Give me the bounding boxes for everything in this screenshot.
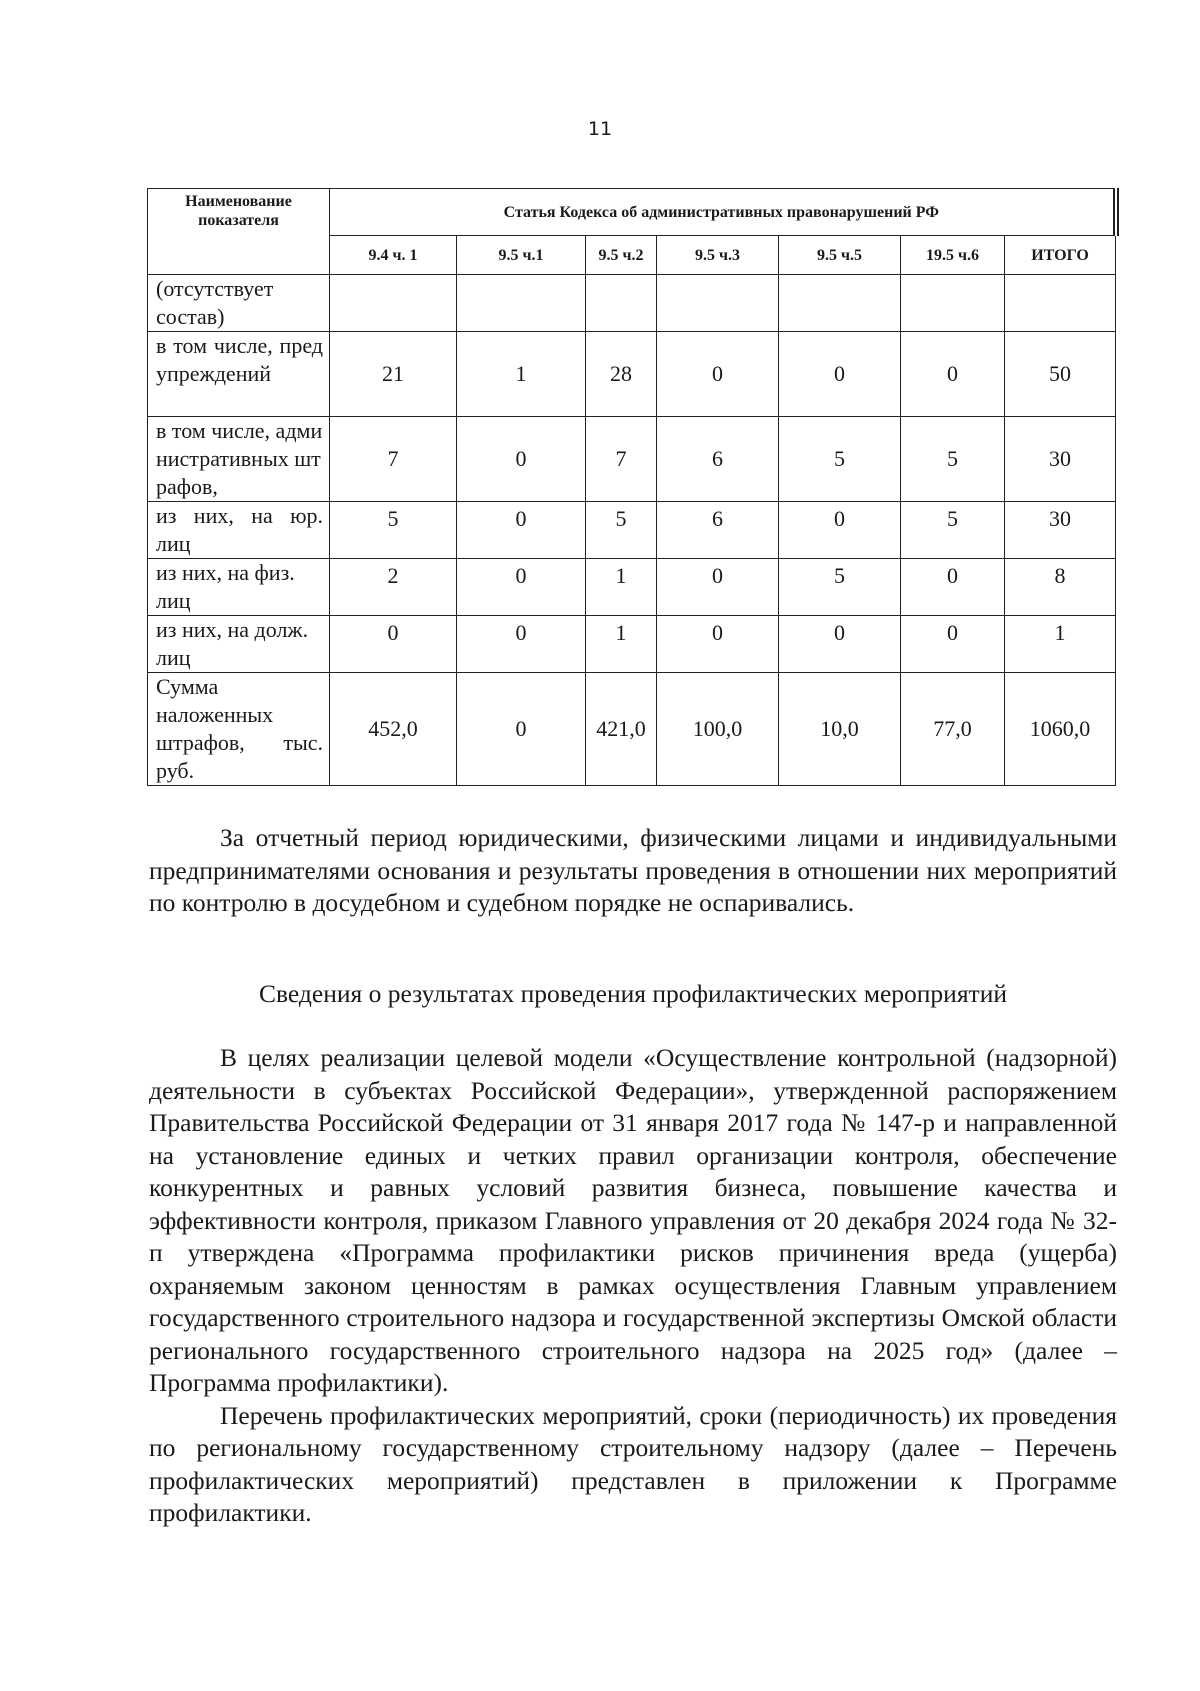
table-cell: 5 <box>901 417 1005 502</box>
table-cell: 7 <box>330 417 457 502</box>
table-cell: 0 <box>657 332 779 417</box>
table-cell: 0 <box>779 502 901 559</box>
section-title: Сведения о результатах проведения профилактических мероприятий <box>259 979 1007 1008</box>
page-number: 11 <box>587 118 613 140</box>
column-header: 9.5 ч.3 <box>657 236 779 275</box>
table-cell <box>901 275 1005 332</box>
table-cell: 5 <box>779 417 901 502</box>
table-cell: 8 <box>1005 559 1116 616</box>
table-row <box>148 417 1116 502</box>
table-cell: 0 <box>657 559 779 616</box>
table-cell: 77,0 <box>901 673 1005 786</box>
column-header: 9.5 ч.1 <box>457 236 586 275</box>
table-cell: 5 <box>586 502 657 559</box>
table-cell: 50 <box>1005 332 1116 417</box>
table-cell: 0 <box>901 616 1005 673</box>
table-cell: 1 <box>457 332 586 417</box>
table-cell: 5 <box>779 559 901 616</box>
table-cell: 5 <box>330 502 457 559</box>
column-header-total: ИТОГО <box>1005 236 1116 275</box>
table-cell: 0 <box>457 616 586 673</box>
row-label: из них, на физ. лиц <box>148 559 330 616</box>
table-cell: 1060,0 <box>1005 673 1116 786</box>
table-cell <box>779 275 901 332</box>
table-cell: 100,0 <box>657 673 779 786</box>
table-cell: 6 <box>657 417 779 502</box>
table-cell: 5 <box>901 502 1005 559</box>
table-cell <box>457 275 586 332</box>
header-indicator-name: Наименование показателя <box>148 189 330 275</box>
row-label: из них, на юр. лиц <box>148 502 330 559</box>
table-cell: 0 <box>457 417 586 502</box>
table-cell: 0 <box>657 616 779 673</box>
table-cell: 0 <box>457 502 586 559</box>
table-row-fines-total <box>148 673 1116 786</box>
row-label: Сумма наложенных штрафов, тыс. руб. <box>148 673 330 786</box>
table-cell: 1 <box>586 616 657 673</box>
table-cell <box>586 275 657 332</box>
column-header: 19.5 ч.6 <box>901 236 1005 275</box>
table-row <box>148 332 1116 417</box>
column-header: 9.4 ч. 1 <box>330 236 457 275</box>
table-cell: 421,0 <box>586 673 657 786</box>
paragraph-appeal: За отчетный период юридическими, физическими лицами и индивидуальными предпринимателями основания и результаты проведения в отношении них мероприятий по контролю в досудебном и судебном порядке не оспаривались. <box>149 823 1117 917</box>
table-cell: 0 <box>901 559 1005 616</box>
table-row <box>148 502 1116 559</box>
row-label: в том числе, предупреждений <box>148 332 330 417</box>
table-cell: 0 <box>779 616 901 673</box>
table-cell: 1 <box>586 559 657 616</box>
table-cell: 452,0 <box>330 673 457 786</box>
header-code-articles: Статья Кодекса об административных правонарушений РФ <box>330 189 1116 236</box>
table-cell: 21 <box>330 332 457 417</box>
table-row <box>148 616 1116 673</box>
table-row <box>148 559 1116 616</box>
table-cell: 30 <box>1005 417 1116 502</box>
table-cell: 0 <box>330 616 457 673</box>
paragraph-program: В целях реализации целевой модели «Осуществление контрольной (надзорной) деятельности в субъектах Российской Федерации», утвержденной распоряжением Правительства Российской Федерации от 31 января 2017 года № 147-р и направленной на установление единых и четких правил организации контроля, обеспечение конкурентных и равных условий развития бизнеса, повышение качества и эффективности контроля, приказом Главного управления от 20 декабря 2024 года № 32-п утверждена «Программа профилактики рисков причинения вреда (ущерба) охраняемым законом ценностям в рамках осуществления Главным управлением государственного строительного надзора и государственной экспертизы Омской области регионального государственного строительного надзора на 2025 год» (далее – Программа профилактики). <box>149 1043 1117 1397</box>
table-cell: 6 <box>657 502 779 559</box>
table-row <box>148 275 1116 332</box>
column-header: 9.5 ч.2 <box>586 236 657 275</box>
column-header: 9.5 ч.5 <box>779 236 901 275</box>
table-cell: 0 <box>901 332 1005 417</box>
paragraph-list: Перечень профилактических мероприятий, сроки (периодичность) их проведения по региональному государственному строительному надзору (далее – Перечень профилактических мероприятий) представлен в приложении к Программе профилактики. <box>149 1400 1117 1527</box>
table-header-row <box>148 189 1116 236</box>
table-cell: 30 <box>1005 502 1116 559</box>
appeal-paragraph-block <box>149 822 1117 920</box>
row-label: из них, на долж. лиц <box>148 616 330 673</box>
table-cell: 10,0 <box>779 673 901 786</box>
table-cell: 1 <box>1005 616 1116 673</box>
table-cell <box>1005 275 1116 332</box>
table-cell: 7 <box>586 417 657 502</box>
table-cell: 0 <box>457 673 586 786</box>
row-label: в том числе, административных штрафов, <box>148 417 330 502</box>
table-cell <box>330 275 457 332</box>
table-cell: 0 <box>457 559 586 616</box>
table-cell: 0 <box>779 332 901 417</box>
table-cell <box>657 275 779 332</box>
table-cell: 28 <box>586 332 657 417</box>
program-paragraph-block <box>149 1042 1117 1530</box>
row-label: (отсутствует состав) <box>148 275 330 332</box>
violations-statistics-table <box>147 188 1119 786</box>
table-cell: 2 <box>330 559 457 616</box>
